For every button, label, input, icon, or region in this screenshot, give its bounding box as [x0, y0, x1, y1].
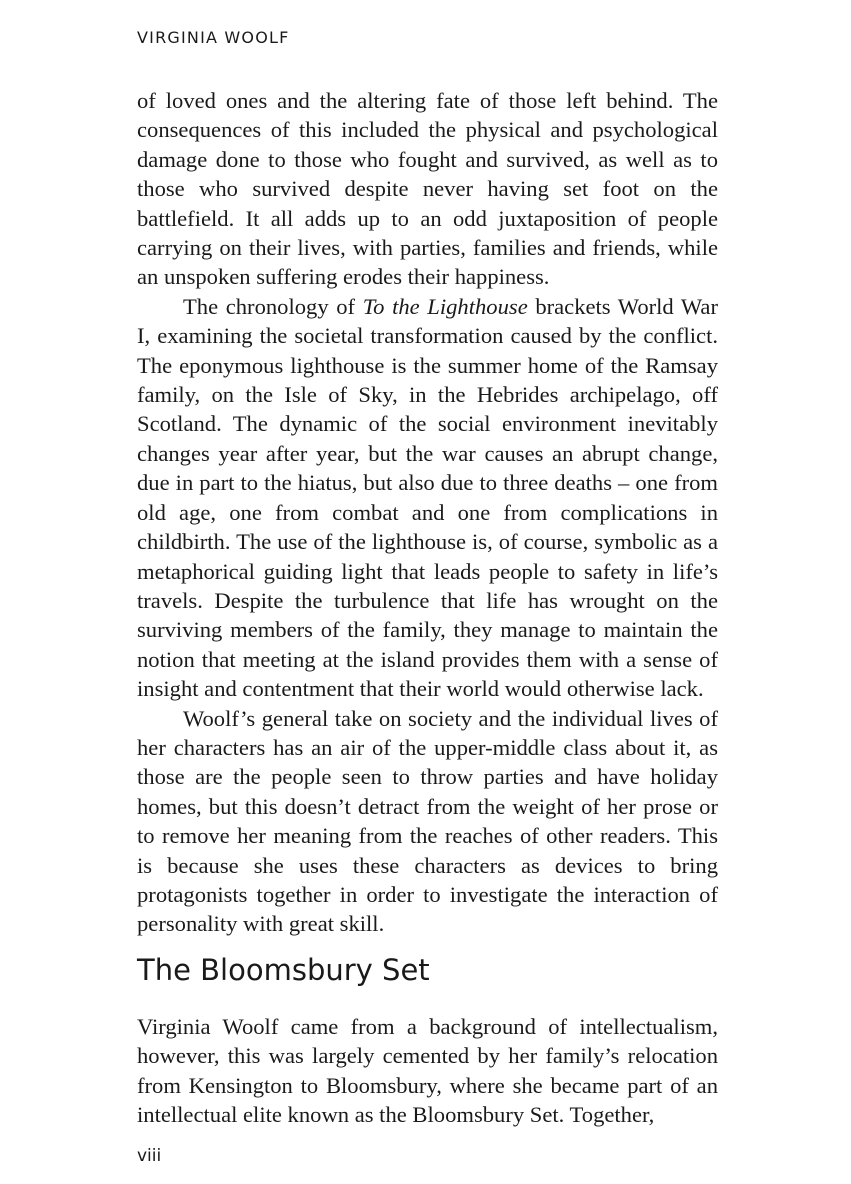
- book-title-italic: To the Lighthouse: [362, 293, 528, 319]
- body-text: [137, 86, 718, 939]
- running-head: VIRGINIA WOOLF: [137, 28, 290, 47]
- paragraph-3: Woolf’s general take on society and the individual lives of her characters has an air of the upper-middle class about it, as those are the people seen to throw parties and have holiday homes, but this doesn’t detract from the weight of her prose or to remove her meaning from the reaches of other readers. This is because she uses these characters as devices to bring protagonists together in order to investigate the interaction of personality with great skill.: [137, 705, 718, 937]
- paragraph-2: [137, 292, 718, 704]
- section-text: [137, 1012, 718, 1130]
- section-heading: The Bloomsbury Set: [137, 953, 430, 987]
- paragraph-2-rest: brackets World War I, examining the societal transformation caused by the conflict. The eponymous lighthouse is the summer home of the Ramsay family, on the Isle of Sky, in the Hebrides archipelago, off Scotland. The dynamic of the social environment inevitably changes year after year, but the war causes an abrupt change, due in part to the hiatus, but also due to three deaths – one from old age, one from combat and one from complications in childbirth. The use of the lighthouse is, of course, symbolic as a metaphorical guiding light that leads people to safety in life’s travels. Despite the turbulence that life has wrought on the surviving members of the family, they manage to maintain the notion that meeting at the island provides them with a sense of insight and contentment that their world would otherwise lack.: [137, 293, 718, 702]
- page-number: viii: [137, 1146, 162, 1166]
- paragraph-1: of loved ones and the altering fate of those left behind. The consequences of this included the physical and psychological damage done to those who fought and survived, as well as to those who survived despite never having set foot on the battlefield. It all adds up to an odd juxtaposition of people carrying on their lives, with parties, families and friends, while an unspoken suffering erodes their happiness.: [137, 88, 718, 290]
- section-paragraph: Virginia Woolf came from a background of intellectualism, however, this was largely cemented by her family’s relocation from Kensington to Bloomsbury, where she became part of an intellectual elite known as the Bloomsbury Set. Together,: [137, 1014, 718, 1128]
- paragraph-2-start: The chronology of: [183, 293, 363, 319]
